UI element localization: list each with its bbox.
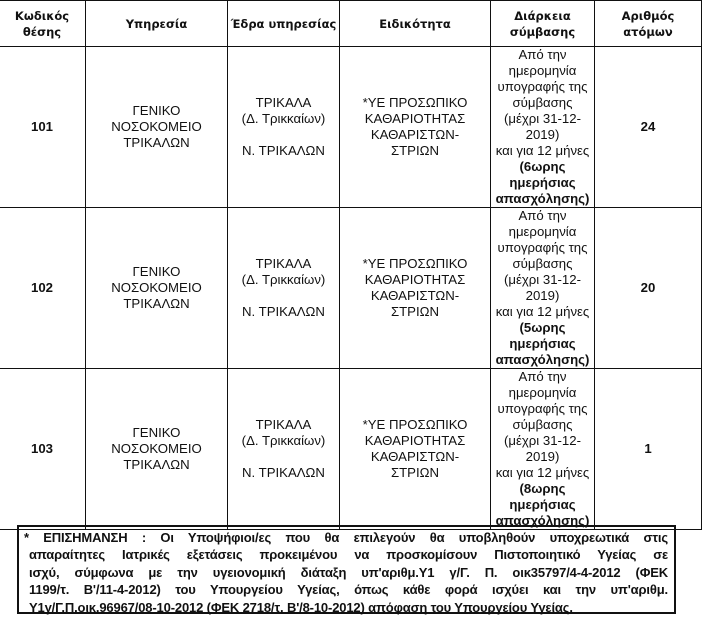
header-count-line: ατόμων xyxy=(623,24,673,39)
specialty-line: ΚΑΘΑΡΙΟΤΗΤΑΣ xyxy=(364,272,466,287)
duration-line: Από την xyxy=(518,208,567,223)
seat-cell xyxy=(228,47,340,208)
duration-line: και για 12 μήνες xyxy=(495,304,590,319)
persons-count: 1 xyxy=(595,369,702,530)
service-line: ΝΟΣΟΚΟΜΕΙΟ xyxy=(111,280,202,295)
duration-line: (μέχρι 31-12-2019) xyxy=(503,272,581,303)
duration_bold-line: (5ωρης xyxy=(519,320,566,335)
duration-cell xyxy=(491,369,595,530)
header-service: Υπηρεσία xyxy=(86,1,228,47)
duration_bold-line: απασχόλησης) xyxy=(495,191,590,206)
position-code: 103 xyxy=(0,369,86,530)
note-line: Υ1γ/Γ.Π.οικ.96967/08-10-2012 (ΦΕΚ 2718/τ. Β'/8-10-2012) απόφαση του Υπουργείου Υγείας. xyxy=(29,599,573,615)
duration-line: (μέχρι 31-12-2019) xyxy=(503,111,581,142)
seat-line: ΤΡΙΚΑΛΑ xyxy=(255,417,312,432)
specialty-line: ΣΤΡΙΩΝ xyxy=(390,304,440,319)
duration-line: Από την xyxy=(518,369,567,384)
specialty-line: ΚΑΘΑΡΙΣΤΩΝ- xyxy=(370,127,460,142)
spacer xyxy=(230,127,337,143)
note-line: ισχύ, σύμφωνα με την υγειονομική διάταξη υπ'αριθμ.Υ1 γ/Γ. Π. οικ35797/4-4-2012 (ΦΕΚ xyxy=(29,564,668,580)
specialty-line: ΚΑΘΑΡΙΟΤΗΤΑΣ xyxy=(364,111,466,126)
service-line: ΤΡΙΚΑΛΩΝ xyxy=(123,296,190,311)
duration_bold-line: απασχόλησης) xyxy=(495,352,590,367)
duration_bold-line: (8ωρης xyxy=(519,481,566,496)
duration-line: ημερομηνία xyxy=(508,63,577,78)
seat-cell xyxy=(228,369,340,530)
duration-line: και για 12 μήνες xyxy=(495,465,590,480)
seat-line: (Δ. Τρικκαίων) xyxy=(241,433,326,448)
position-code: 102 xyxy=(0,208,86,369)
position-code: 101 xyxy=(0,47,86,208)
service-line: ΓΕΝΙΚΟ xyxy=(132,264,181,279)
header-count xyxy=(595,1,702,47)
duration-line: και για 12 μήνες xyxy=(495,143,590,158)
persons-count: 24 xyxy=(595,47,702,208)
specialty-cell xyxy=(340,47,491,208)
duration-line: υπογραφής της xyxy=(497,240,588,255)
spacer xyxy=(230,449,337,465)
seat-line: (Δ. Τρικκαίων) xyxy=(241,272,326,287)
seat-line: Ν. ΤΡΙΚΑΛΩΝ xyxy=(242,143,325,158)
seat-line: (Δ. Τρικκαίων) xyxy=(241,111,326,126)
service-line: ΤΡΙΚΑΛΩΝ xyxy=(123,457,190,472)
header-specialty: Ειδικότητα xyxy=(340,1,491,47)
service-line: ΤΡΙΚΑΛΩΝ xyxy=(123,135,190,150)
header-code-line: Κωδικός xyxy=(14,8,70,23)
specialty-cell xyxy=(340,208,491,369)
seat-cell xyxy=(228,208,340,369)
specialty-cell xyxy=(340,369,491,530)
table-row xyxy=(0,208,702,369)
duration_bold-line: ημερήσιας xyxy=(509,336,576,351)
persons-count: 20 xyxy=(595,208,702,369)
specialty-line: ΚΑΘΑΡΙΣΤΩΝ- xyxy=(370,449,460,464)
specialty-line: ΚΑΘΑΡΙΟΤΗΤΑΣ xyxy=(364,433,466,448)
duration_bold-line: (6ωρης xyxy=(519,159,566,174)
seat-line: ΤΡΙΚΑΛΑ xyxy=(255,95,312,110)
specialty-line: *ΥΕ ΠΡΟΣΩΠΙΚΟ xyxy=(362,95,468,110)
header-code-line: θέσης xyxy=(22,24,62,39)
specialty-line: *ΥΕ ΠΡΟΣΩΠΙΚΟ xyxy=(362,256,468,271)
specialty-line: *ΥΕ ΠΡΟΣΩΠΙΚΟ xyxy=(362,417,468,432)
service-cell xyxy=(86,369,228,530)
spacer xyxy=(230,288,337,304)
table-header-row xyxy=(0,1,702,47)
duration_bold-line: απασχόλησης) xyxy=(495,513,590,528)
duration-line: ημερομηνία xyxy=(508,224,577,239)
service-line: ΓΕΝΙΚΟ xyxy=(132,425,181,440)
seat-line: Ν. ΤΡΙΚΑΛΩΝ xyxy=(242,304,325,319)
note-line: απαραίτητες Ιατρικές εξετάσεις προκειμένου να προσκομίσουν Πιστοποιητικό Υγείας σε xyxy=(29,547,668,563)
note-line: * ΕΠΙΣΗΜΑΝΣΗ : Οι Υποψήφιοι/ες που θα επιλεγούν θα υποβληθούν υποχρεωτικά στις xyxy=(24,530,668,545)
duration-line: υπογραφής της xyxy=(497,401,588,416)
duration-line: (μέχρι 31-12-2019) xyxy=(503,433,581,464)
note-line: 1199/τ. Β'/11-4-2012) του Υπουργείου Υγείας, όπως κάθε φορά ισχύει και την υπ'αριθμ. xyxy=(29,582,668,598)
duration-line: σύμβασης xyxy=(512,417,573,432)
service-line: ΝΟΣΟΚΟΜΕΙΟ xyxy=(111,119,202,134)
specialty-line: ΣΤΡΙΩΝ xyxy=(390,143,440,158)
duration-line: σύμβασης xyxy=(512,95,573,110)
note-box xyxy=(17,525,676,614)
table-row xyxy=(0,369,702,530)
duration-cell xyxy=(491,47,595,208)
duration-line: Από την xyxy=(518,47,567,62)
duration-cell xyxy=(491,208,595,369)
service-line: ΝΟΣΟΚΟΜΕΙΟ xyxy=(111,441,202,456)
duration_bold-line: ημερήσιας xyxy=(509,175,576,190)
header-code xyxy=(0,1,86,47)
service-line: ΓΕΝΙΚΟ xyxy=(132,103,181,118)
seat-line: ΤΡΙΚΑΛΑ xyxy=(255,256,312,271)
service-cell xyxy=(86,47,228,208)
duration-line: ημερομηνία xyxy=(508,385,577,400)
specialty-line: ΚΑΘΑΡΙΣΤΩΝ- xyxy=(370,288,460,303)
table-row xyxy=(0,47,702,208)
specialty-line: ΣΤΡΙΩΝ xyxy=(390,465,440,480)
duration-line: υπογραφής της xyxy=(497,79,588,94)
duration-line: σύμβασης xyxy=(512,256,573,271)
duration_bold-line: ημερήσιας xyxy=(509,497,576,512)
header-count-line: Αριθμός xyxy=(621,8,675,23)
service-cell xyxy=(86,208,228,369)
seat-line: Ν. ΤΡΙΚΑΛΩΝ xyxy=(242,465,325,480)
header-duration: Διάρκεια σύμβασης xyxy=(491,1,595,47)
header-seat: Έδρα υπηρεσίας xyxy=(228,1,340,47)
